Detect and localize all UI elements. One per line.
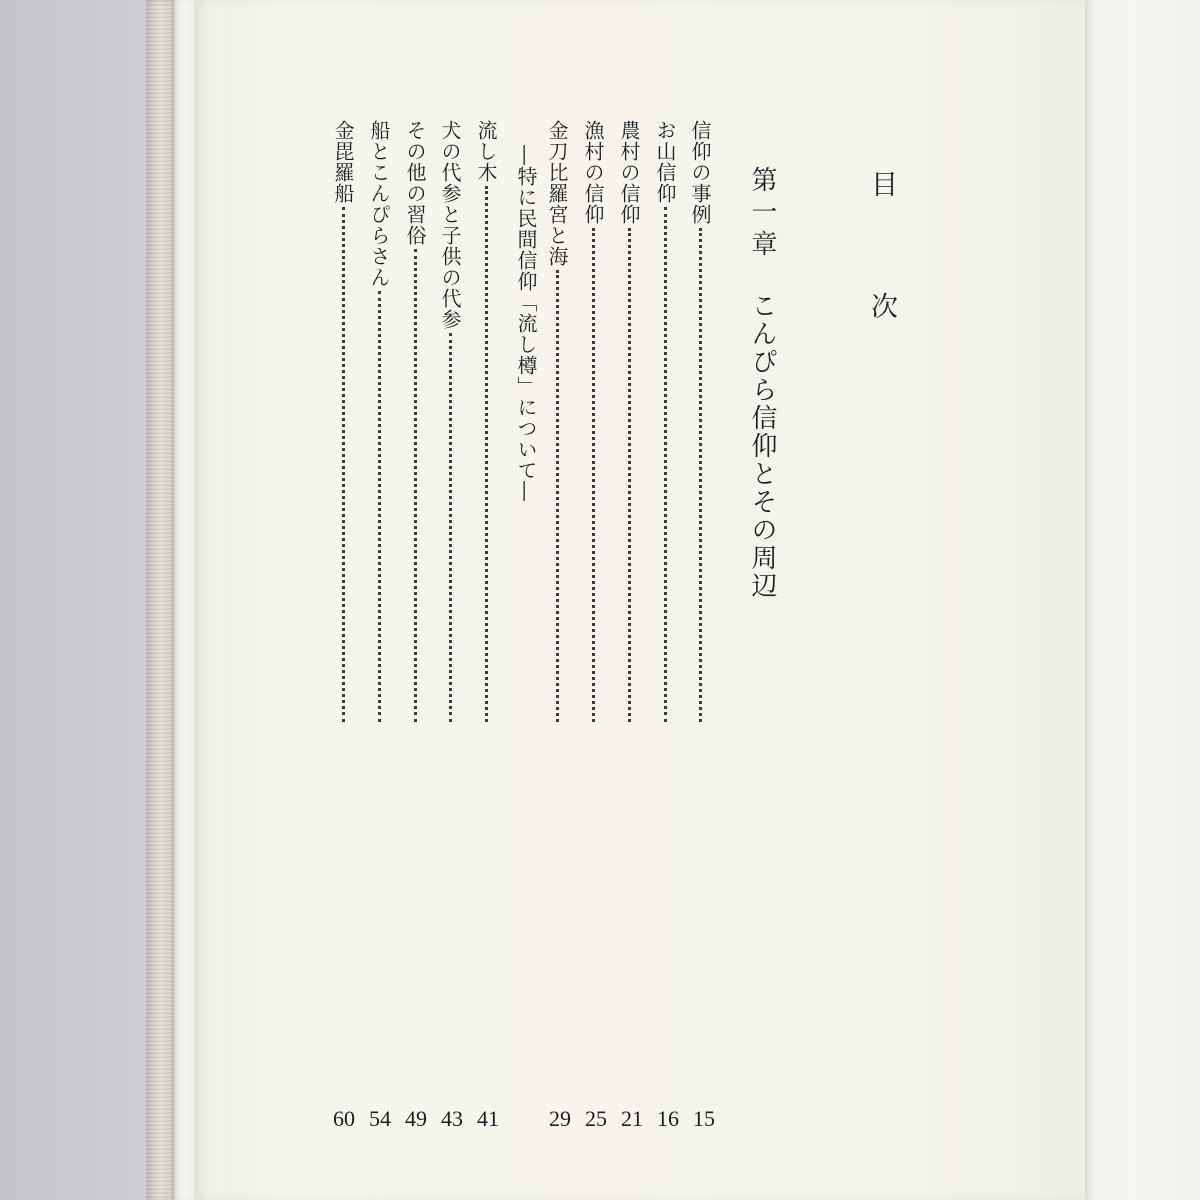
chapter-title: こんぴら信仰とその周辺 [747,292,777,600]
dot-leader [449,333,452,722]
toc-entry-label: 漁村の信仰 [581,120,605,225]
page-number: 41 [477,1106,499,1131]
dot-leader [342,207,345,722]
dot-leader [699,228,702,722]
toc-entry-label: 信仰の事例 [688,120,712,225]
page-number: 49 [405,1106,427,1131]
toc-entry-label: 農村の信仰 [617,120,641,225]
dot-leader [556,270,559,722]
toc-entry-label: 流し木 [474,120,498,183]
toc-entry-label: 犬の代参と子供の代参 [438,120,462,330]
toc-entry [690,120,710,726]
book-cover-board [0,0,150,1200]
dot-leader [628,228,631,722]
dot-leader [414,249,417,722]
toc-entry [405,120,425,726]
toc-heading: 目 次 [866,170,897,353]
next-page-edge [1085,0,1200,1200]
toc-entry [333,120,353,726]
toc-entry [440,120,460,726]
dot-leader [664,207,667,722]
page-number: 60 [333,1106,355,1131]
toc-entry [583,120,603,726]
chapter-heading [744,166,781,600]
book-spine-cloth [146,0,174,1200]
toc-entry-label: 金毘羅船 [331,120,355,204]
toc-entry-subtitle: ―特に民間信仰「流し樽」について― [514,145,538,502]
toc-entry [655,120,675,726]
page-number: 15 [693,1106,715,1131]
page-number: 54 [369,1106,391,1131]
page-hinge [174,0,194,1200]
toc-entry-label: 船とこんぴらさん [367,120,391,288]
toc-entry [619,120,639,726]
toc-entry-label: お山信仰 [653,120,677,204]
toc-entry-label: その他の習俗 [403,120,427,246]
page-number: 25 [585,1106,607,1131]
toc-entry [547,120,567,726]
chapter-number: 第一章 [747,166,777,262]
dot-leader [592,228,595,722]
toc-entry [369,120,389,726]
page-number: 16 [657,1106,679,1131]
toc-entry-label: 金刀比羅宮と海 [545,120,569,267]
page-number: 29 [549,1106,571,1131]
dot-leader [485,186,488,722]
page-number: 43 [441,1106,463,1131]
dot-leader [378,291,381,722]
toc-entry [476,120,496,726]
page-number: 21 [621,1106,643,1131]
